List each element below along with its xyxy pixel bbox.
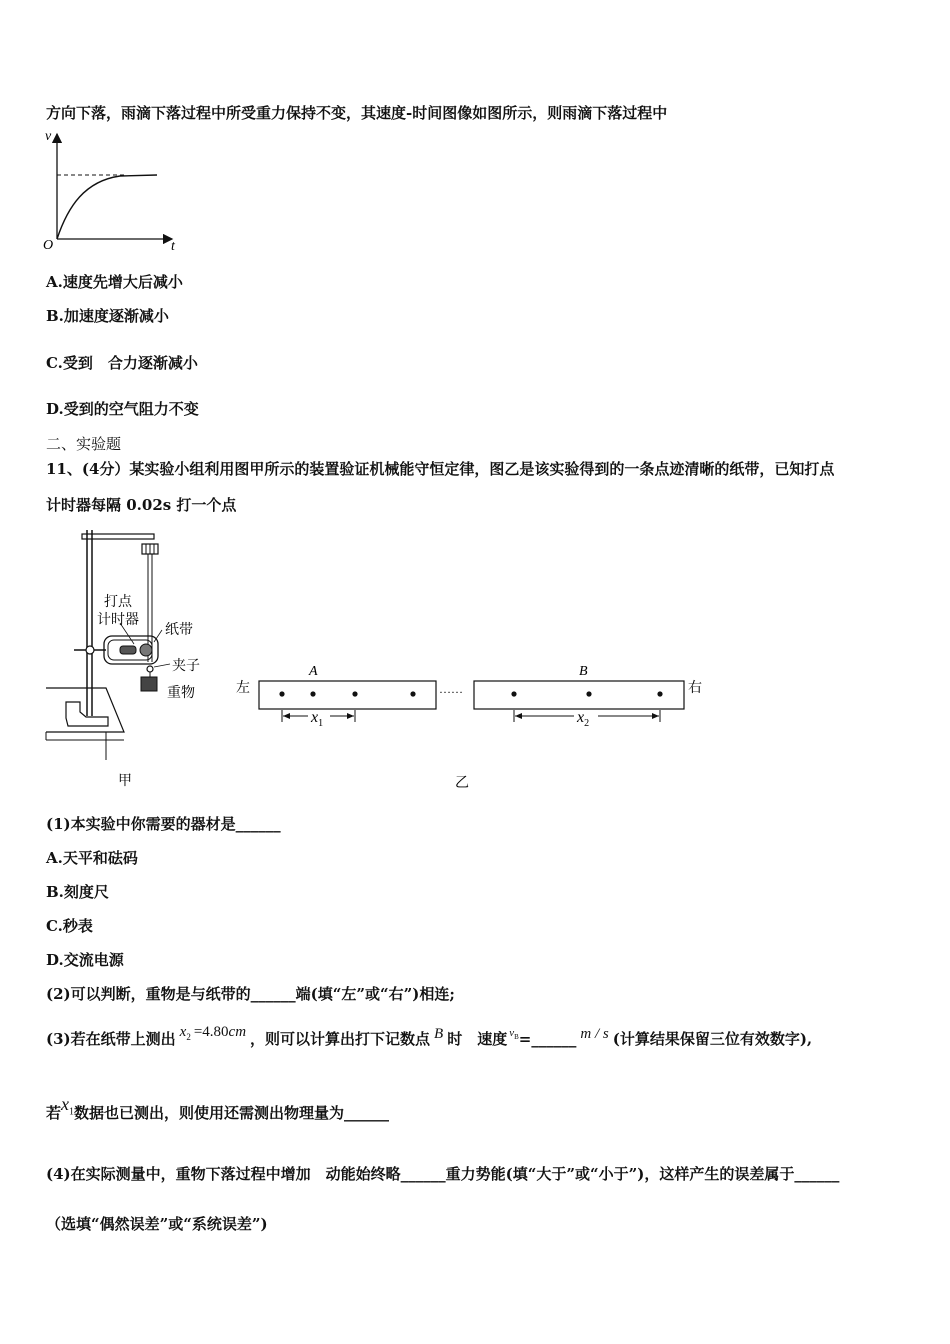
label-clip: 夹子 (172, 659, 200, 674)
label-left: 左 (236, 681, 250, 696)
tape-dot (511, 691, 516, 696)
vt-ylabel: v (45, 129, 52, 144)
part3-text-b: ，则可以计算出打下记数点 (250, 1030, 431, 1048)
part3-vb-symbol: vB (509, 1027, 519, 1042)
figure-jia (44, 522, 234, 797)
x2-label: $x_2$ (577, 709, 590, 729)
part1-option-d: D.交流电源 (46, 951, 124, 969)
q11-part4-line1: (4)在实际测量中，重物下落过程中增加 动能始终略______重力势能(填“大于”或“小于”)，这样产生的误差属于______ (46, 1165, 840, 1183)
part1-option-a: A.天平和砝码 (46, 849, 138, 867)
point-b-label: B (579, 664, 588, 679)
label-timer-1: 打点 (104, 595, 132, 610)
tape-left-segment (259, 681, 436, 709)
label-right: 右 (688, 681, 702, 696)
intro-line: 方向下落，雨滴下落过程中所受重力保持不变，其速度-时间图像如图所示，则雨滴下落过程中 (46, 104, 668, 122)
part3-unit: m / s (580, 1026, 609, 1042)
part3-b-symbol: B (434, 1026, 444, 1042)
tape-dot (310, 691, 315, 696)
vt-graph (40, 126, 190, 256)
q10-option-b: B.加速度逐渐减小 (46, 307, 169, 325)
part3-text-a: (3)若在纸带上测出 (46, 1030, 176, 1048)
q11-stem-line2: 计时器每隔 0.02s 打一个点 (46, 496, 237, 514)
part1-option-b: B.刻度尺 (46, 883, 109, 901)
tape-right-segment (474, 681, 684, 709)
vt-curve (57, 175, 157, 239)
q11-part2: (2)可以判断，重物是与纸带的______端(填“左”或“右”)相连; (46, 985, 455, 1003)
weight (141, 677, 157, 691)
q10-option-a: A.速度先增大后减小 (46, 273, 183, 291)
point-a-label: A (309, 664, 318, 679)
tape-dot (352, 691, 357, 696)
q11-part3-line1 (46, 1024, 813, 1050)
part3-text-d: (计算结果保留三位有效数字), (612, 1030, 813, 1048)
q11-part1: (1)本实验中你需要的器材是______ (46, 815, 281, 833)
caption-jia: 甲 (118, 774, 132, 789)
x1-label: $x_1$ (311, 709, 324, 729)
q11-part3-line2 (46, 1094, 390, 1126)
q11-part4-line2: （选填“偶然误差”或“系统误差”) (46, 1215, 268, 1233)
vt-origin: O (43, 238, 54, 253)
caption-yi: 乙 (455, 776, 469, 791)
part3-text-c: 时 速度 (447, 1030, 508, 1048)
part3-vb-blank: =______ (518, 1030, 577, 1048)
part3-x1-symbol: $x_1$ (61, 1094, 75, 1118)
label-weight: 重物 (167, 686, 195, 701)
label-tape: 纸带 (165, 623, 193, 638)
vt-xlabel: t (171, 239, 175, 254)
part1-option-c: C.秒表 (46, 917, 93, 935)
part3-x2-formula: $x_2 =4.80cm$ (179, 1024, 247, 1042)
part3-text-e: 若 (46, 1104, 62, 1122)
tape-dot (279, 691, 284, 696)
q10-option-d: D.受到的空气阻力不变 (46, 400, 199, 418)
figure-yi (232, 656, 722, 796)
q10-option-c: C.受到 合力逐渐减小 (46, 354, 198, 372)
tape-gap: …… (439, 682, 463, 696)
tape-dot (410, 691, 415, 696)
part3-text-f: 数据也已测出，则使用还需测出物理量为______ (74, 1104, 390, 1122)
q11-stem-line1: 11、(4分）某实验小组利用图甲所示的装置验证机械能守恒定律，图乙是该实验得到的一条点迹清晰的纸带，已知打点 (46, 460, 835, 478)
clip (147, 666, 153, 672)
label-timer-2: 计时器 (97, 613, 139, 628)
tape-dot (657, 691, 662, 696)
section-heading: 二、实验题 (46, 435, 122, 453)
tape-dot (586, 691, 591, 696)
